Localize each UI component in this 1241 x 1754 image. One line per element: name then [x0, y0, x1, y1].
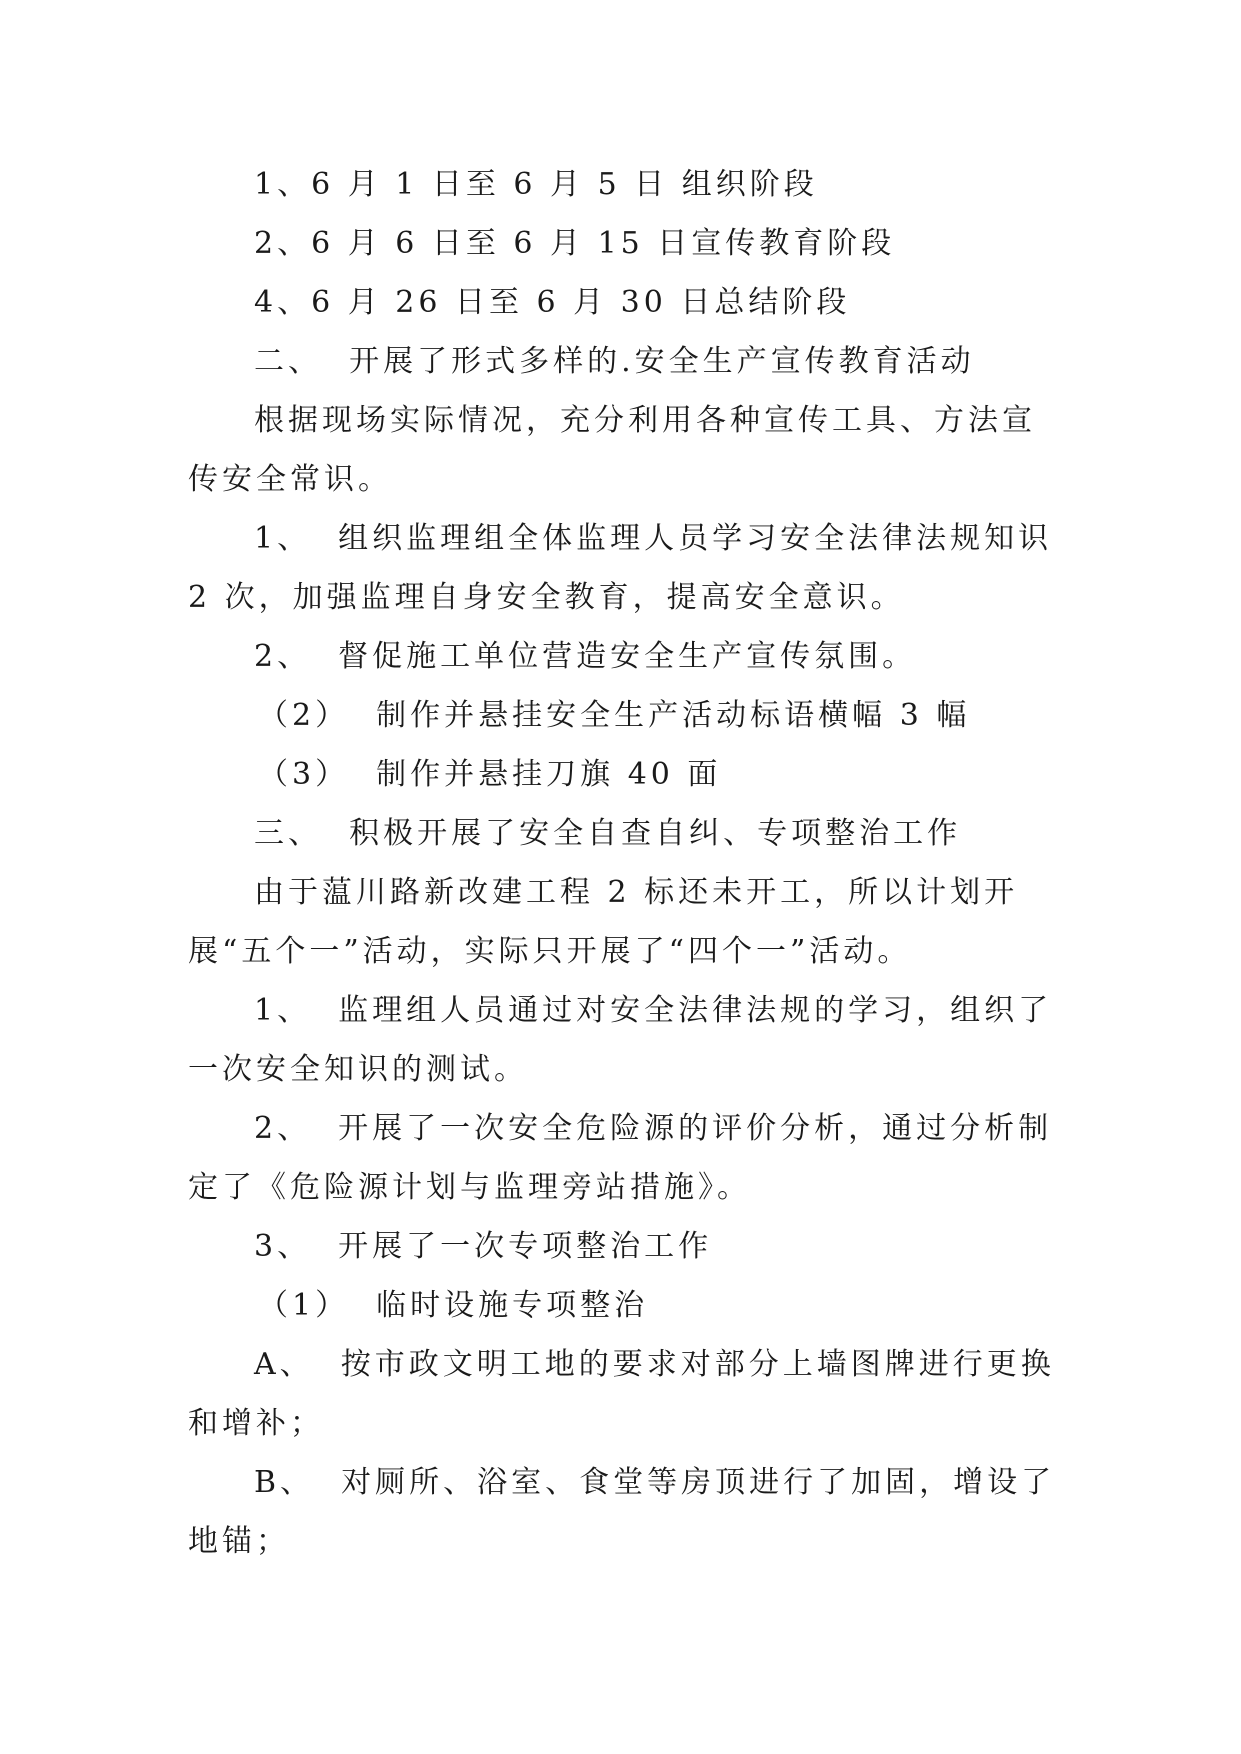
paragraph-activity-3: 3、 开展了一次专项整治工作	[254, 1229, 713, 1264]
document-body	[188, 155, 1066, 1571]
paragraph-activity-1: 1、 监理组人员通过对安全法律法规的学习，组织了一次安全知识的测试。	[188, 993, 1053, 1087]
paragraph-project-note: 由于蕰川路新改建工程 2 标还未开工，所以计划开展“五个一”活动，实际只开展了“四个一”活动。	[188, 875, 1019, 969]
paragraph-stage-1: 1、6 月 1 日至 6 月 5 日 组织阶段	[254, 167, 818, 202]
section-heading-3: 三、 积极开展了安全自查自纠、专项整治工作	[254, 816, 962, 851]
paragraph-item-1: 1、 组织监理组全体监理人员学习安全法律法规知识 2 次，加强监理自身安全教育，提高安全意识。	[188, 521, 1066, 615]
paragraph-intro: 根据现场实际情况，充分利用各种宣传工具、方法宣传安全常识。	[188, 403, 1036, 497]
subitem-2: （2） 制作并悬挂安全生产活动标语横幅 3 幅	[258, 698, 971, 733]
paragraph-item-2: 2、 督促施工单位营造安全生产宣传氛围。	[254, 639, 917, 674]
section-heading-2: 二、 开展了形式多样的.安全生产宣传教育活动	[254, 344, 975, 379]
paragraph-stage-2: 2、6 月 6 日至 6 月 15 日宣传教育阶段	[254, 226, 896, 261]
subitem-3: （3） 制作并悬挂刀旗 40 面	[258, 757, 722, 792]
paragraph-item-b: B、 对厕所、浴室、食堂等房顶进行了加固，增设了地锚；	[188, 1465, 1056, 1559]
paragraph-activity-2: 2、 开展了一次安全危险源的评价分析，通过分析制定了《危险源计划与监理旁站措施》。	[188, 1111, 1053, 1205]
paragraph-item-a: A、 按市政文明工地的要求对部分上墙图牌进行更换和增补；	[188, 1347, 1055, 1441]
subitem-1: （1） 临时设施专项整治	[258, 1288, 649, 1323]
paragraph-stage-4: 4、6 月 26 日至 6 月 30 日总结阶段	[254, 285, 851, 320]
